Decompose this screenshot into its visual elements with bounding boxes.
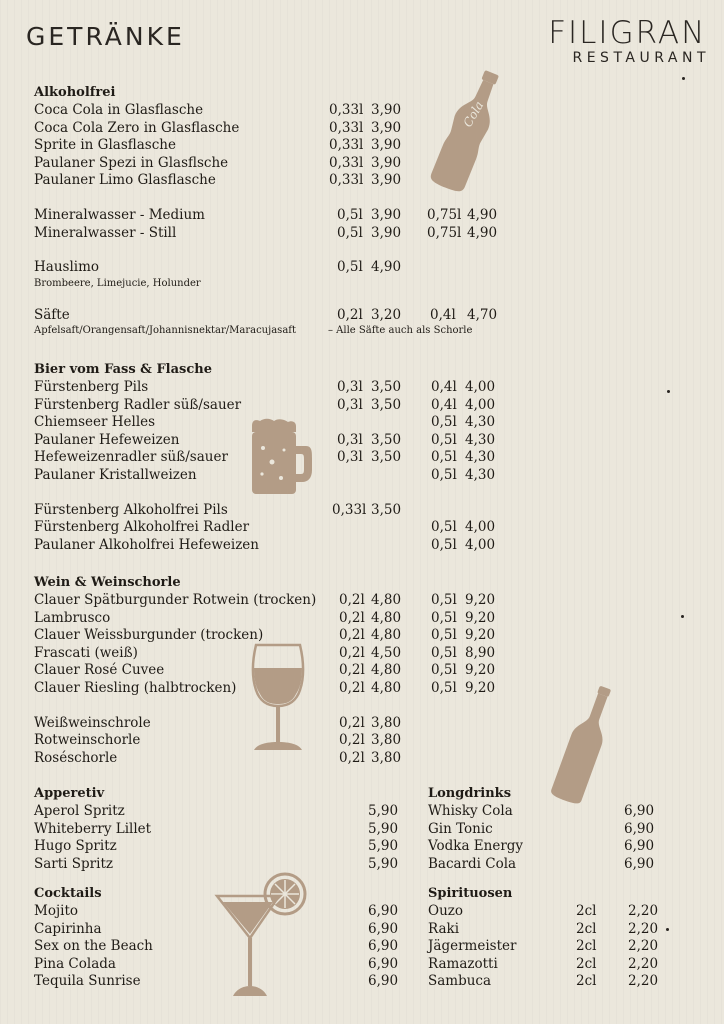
note-text: – Alle Säfte auch als Schorle	[328, 325, 473, 337]
item-name: Paulaner Hefeweizen	[34, 431, 180, 448]
item-name: Hauslimo	[34, 259, 100, 276]
item-name: Fürstenberg Radler süß/sauer	[34, 396, 242, 413]
item-name: Fürstenberg Alkoholfrei Radler	[34, 519, 250, 536]
item-price: 4,00	[465, 536, 496, 553]
item-price: 6,90	[624, 838, 655, 855]
item-name: Mineralwasser - Still	[34, 224, 177, 241]
item-name: Sprite in Glasflasche	[34, 137, 176, 154]
item-price: 5,90	[368, 838, 399, 855]
item-price: 3,50	[371, 449, 402, 466]
item-name: Säfte	[34, 306, 70, 323]
note-text: Apfelsaft/Orangensaft/Johannisnektar/Maracujasaft	[34, 325, 296, 337]
item-name: Sambuca	[428, 973, 492, 990]
item-name: Mineralwasser - Medium	[34, 206, 205, 223]
item-size: 0,5l	[431, 679, 457, 696]
item-size: 0,2l	[339, 749, 365, 766]
item-name: Clauer Rosé Cuvee	[34, 662, 165, 679]
item-note	[34, 324, 514, 340]
item-name: Jägermeister	[428, 938, 517, 955]
menu-row	[34, 307, 514, 325]
menu-row	[34, 592, 514, 610]
item-price: 6,90	[624, 803, 655, 819]
item-size: 0,5l	[431, 592, 457, 608]
item-size: 0,2l	[339, 714, 365, 731]
item-price: 5,90	[368, 820, 399, 837]
item-price: 4,80	[371, 627, 402, 644]
item-name: Clauer Riesling (halbtrocken)	[34, 679, 237, 696]
item-price: 4,80	[371, 679, 402, 696]
item-price: 2,20	[628, 955, 659, 972]
water-list	[34, 207, 514, 242]
item-name: Sarti Spritz	[34, 855, 113, 872]
item-size: 0,3l	[337, 431, 363, 448]
item-price: 3,90	[371, 154, 402, 171]
item-price: 2,20	[628, 938, 659, 955]
item-price: 4,30	[465, 466, 496, 483]
item-price: 6,90	[368, 938, 399, 955]
item-price: 4,80	[371, 662, 402, 679]
item-price: 4,30	[465, 449, 496, 466]
item-name: Coca Cola Zero in Glasflasche	[34, 119, 240, 136]
item-size: 0,5l	[431, 662, 457, 679]
item-price: 3,50	[371, 379, 402, 395]
section-heading: Bier vom Fass & Flasche	[34, 362, 212, 377]
menu-row	[34, 225, 514, 243]
item-price: 4,00	[465, 396, 496, 413]
menu-row	[34, 207, 514, 225]
item-price: 9,20	[465, 627, 496, 644]
item-price: 4,90	[371, 259, 402, 276]
item-size: 2cl	[576, 973, 597, 990]
item-name: Clauer Weissburgunder (trocken)	[34, 627, 264, 644]
item-name: Sex on the Beach	[34, 938, 153, 955]
item-size: 0,33l	[329, 137, 364, 154]
brand-logo	[544, 16, 710, 66]
item-price: 9,20	[465, 609, 496, 626]
item-size: 0,5l	[431, 466, 457, 483]
item-size: 0,5l	[431, 627, 457, 644]
item-size: 0,5l	[431, 536, 457, 553]
item-size: 0,33l	[329, 119, 364, 136]
item-size: 0,2l	[339, 627, 365, 644]
item-price: 3,50	[371, 501, 402, 518]
item-name: Capirinha	[34, 920, 102, 937]
item-price: 4,30	[465, 431, 496, 448]
item-name: Hefeweizenradler süß/sauer	[34, 449, 228, 466]
item-price: 3,50	[371, 431, 402, 448]
section-heading: Wein & Weinschorle	[34, 575, 181, 590]
item-size: 0,3l	[337, 379, 363, 395]
menu-row	[428, 856, 688, 874]
item-price: 9,20	[465, 592, 496, 608]
item-size: 0,4l	[430, 306, 456, 323]
menu-row	[428, 821, 688, 839]
item-name: Paulaner Limo Glasflasche	[34, 172, 216, 189]
item-price: 9,20	[465, 679, 496, 696]
item-size: 0,5l	[431, 609, 457, 626]
decorative-dot	[681, 615, 684, 618]
item-name: Whisky Cola	[428, 803, 513, 819]
item-price: 3,20	[371, 306, 402, 323]
menu-row	[428, 938, 688, 956]
section-spirituosen	[428, 885, 688, 991]
item-price: 2,20	[628, 920, 659, 937]
decorative-dot	[666, 928, 669, 931]
item-size: 0,5l	[431, 431, 457, 448]
item-price: 3,90	[371, 137, 402, 154]
note-text: Brombeere, Limejucie, Holunder	[34, 277, 201, 289]
item-note	[34, 277, 514, 293]
menu-row	[428, 838, 688, 856]
item-size: 2cl	[576, 955, 597, 972]
beer-mug-icon	[248, 418, 314, 496]
item-price: 6,90	[624, 820, 655, 837]
item-name: Paulaner Alkoholfrei Hefeweizen	[34, 536, 259, 553]
item-name: Paulaner Spezi in Glasflsche	[34, 154, 229, 171]
item-name: Fürstenberg Alkoholfrei Pils	[34, 501, 228, 518]
item-size: 0,2l	[339, 644, 365, 661]
item-size: 0,5l	[337, 206, 363, 223]
item-price: 3,90	[371, 224, 402, 241]
item-price: 3,90	[371, 172, 402, 189]
item-size: 0,5l	[337, 224, 363, 241]
item-price: 6,90	[368, 920, 399, 937]
decorative-dot	[667, 390, 670, 393]
menu-row	[34, 838, 404, 856]
item-size: 2cl	[576, 903, 597, 919]
section-heading: Alkoholfrei	[34, 85, 116, 100]
item-size: 0,5l	[337, 259, 363, 276]
section-heading: Apperetiv	[34, 786, 105, 801]
item-size: 0,4l	[431, 396, 457, 413]
item-price: 4,70	[467, 306, 498, 323]
item-price: 6,90	[368, 973, 399, 990]
section-heading: Cocktails	[34, 886, 102, 901]
cola-bottle-icon	[426, 66, 510, 196]
item-price: 6,90	[368, 955, 399, 972]
item-size: 0,5l	[431, 449, 457, 466]
item-price: 3,90	[371, 206, 402, 223]
item-size: 0,2l	[339, 679, 365, 696]
item-size: 0,33l	[332, 501, 367, 518]
menu-row	[34, 519, 514, 537]
item-name: Hugo Spritz	[34, 838, 117, 855]
item-name: Roséschorle	[34, 749, 118, 766]
item-price: 3,50	[371, 396, 402, 413]
menu-row	[428, 973, 688, 991]
item-size: 0,5l	[431, 414, 457, 431]
menu-row	[34, 502, 514, 520]
item-size: 0,5l	[431, 519, 457, 536]
item-size: 0,2l	[339, 609, 365, 626]
item-name: Whiteberry Lillet	[34, 820, 152, 837]
menu-row	[34, 537, 514, 555]
item-price: 4,90	[467, 206, 498, 223]
item-price: 4,30	[465, 414, 496, 431]
item-size: 0,2l	[339, 592, 365, 608]
item-price: 4,50	[371, 644, 402, 661]
item-price: 3,90	[371, 119, 402, 136]
item-size: 0,33l	[329, 154, 364, 171]
menu-row	[34, 379, 514, 397]
brand-subtitle: RESTAURANT	[572, 50, 710, 66]
brand-name: FILIGRAN	[548, 15, 707, 51]
item-size: 0,3l	[337, 396, 363, 413]
section-apperetiv	[34, 785, 404, 873]
item-price: 9,20	[465, 662, 496, 679]
item-size: 0,5l	[431, 644, 457, 661]
item-price: 3,80	[371, 749, 402, 766]
item-name: Weißweinschrole	[34, 714, 151, 731]
item-size: 0,3l	[337, 449, 363, 466]
item-price: 6,90	[624, 855, 655, 872]
item-size: 0,75l	[427, 206, 462, 223]
page-title: GETRÄNKE	[26, 22, 185, 51]
menu-row	[34, 856, 404, 874]
item-size: 0,2l	[339, 732, 365, 749]
item-price: 8,90	[465, 644, 496, 661]
item-name: Fürstenberg Pils	[34, 379, 149, 395]
item-name: Ramazotti	[428, 955, 498, 972]
item-name: Mojito	[34, 903, 79, 919]
cocktail-glass-icon	[213, 872, 309, 1000]
wine-bottle-icon	[545, 682, 625, 807]
item-price: 3,90	[371, 102, 402, 118]
item-name: Tequila Sunrise	[34, 973, 141, 990]
item-name: Rotweinschorle	[34, 732, 141, 749]
item-name: Coca Cola in Glasflasche	[34, 102, 204, 118]
item-size: 0,4l	[431, 379, 457, 395]
decorative-dot	[682, 77, 685, 80]
item-size: 0,2l	[337, 306, 363, 323]
item-price: 4,80	[371, 592, 402, 608]
item-name: Ouzo	[428, 903, 464, 919]
item-name: Gin Tonic	[428, 820, 493, 837]
item-size: 2cl	[576, 920, 597, 937]
menu-row	[34, 259, 514, 277]
item-size: 0,2l	[339, 662, 365, 679]
menu-row	[34, 397, 514, 415]
item-name: Aperol Spritz	[34, 803, 125, 819]
item-size: 2cl	[576, 938, 597, 955]
section-heading: Longdrinks	[428, 786, 512, 801]
item-price: 4,80	[371, 609, 402, 626]
item-price: 6,90	[368, 903, 399, 919]
item-name: Chiemseer Helles	[34, 414, 156, 431]
item-name: Bacardi Cola	[428, 855, 517, 872]
item-name: Vodka Energy	[428, 838, 524, 855]
item-name: Pina Colada	[34, 955, 116, 972]
item-price: 5,90	[368, 803, 399, 819]
menu-row	[428, 921, 688, 939]
item-price: 4,00	[465, 519, 496, 536]
item-price: 3,80	[371, 714, 402, 731]
section-heading: Spirituosen	[428, 886, 513, 901]
item-price: 2,20	[628, 973, 659, 990]
menu-row	[34, 803, 404, 821]
item-name: Lambrusco	[34, 609, 111, 626]
cola-label: Cola	[460, 98, 487, 130]
item-price: 4,00	[465, 379, 496, 395]
item-size: 0,33l	[329, 172, 364, 189]
item-price: 5,90	[368, 855, 399, 872]
item-size: 0,33l	[329, 102, 364, 118]
menu-row	[34, 610, 514, 628]
wine-glass-icon	[248, 642, 308, 754]
item-name: Raki	[428, 920, 460, 937]
item-name: Frascati (weiß)	[34, 644, 138, 661]
menu-row	[428, 903, 688, 921]
item-price: 3,80	[371, 732, 402, 749]
item-size: 0,75l	[427, 224, 462, 241]
item-name: Paulaner Kristallweizen	[34, 466, 197, 483]
item-price: 2,20	[628, 903, 659, 919]
item-price: 4,90	[467, 224, 498, 241]
menu-row	[428, 956, 688, 974]
menu-row	[34, 821, 404, 839]
item-name: Clauer Spätburgunder Rotwein (trocken)	[34, 592, 317, 608]
